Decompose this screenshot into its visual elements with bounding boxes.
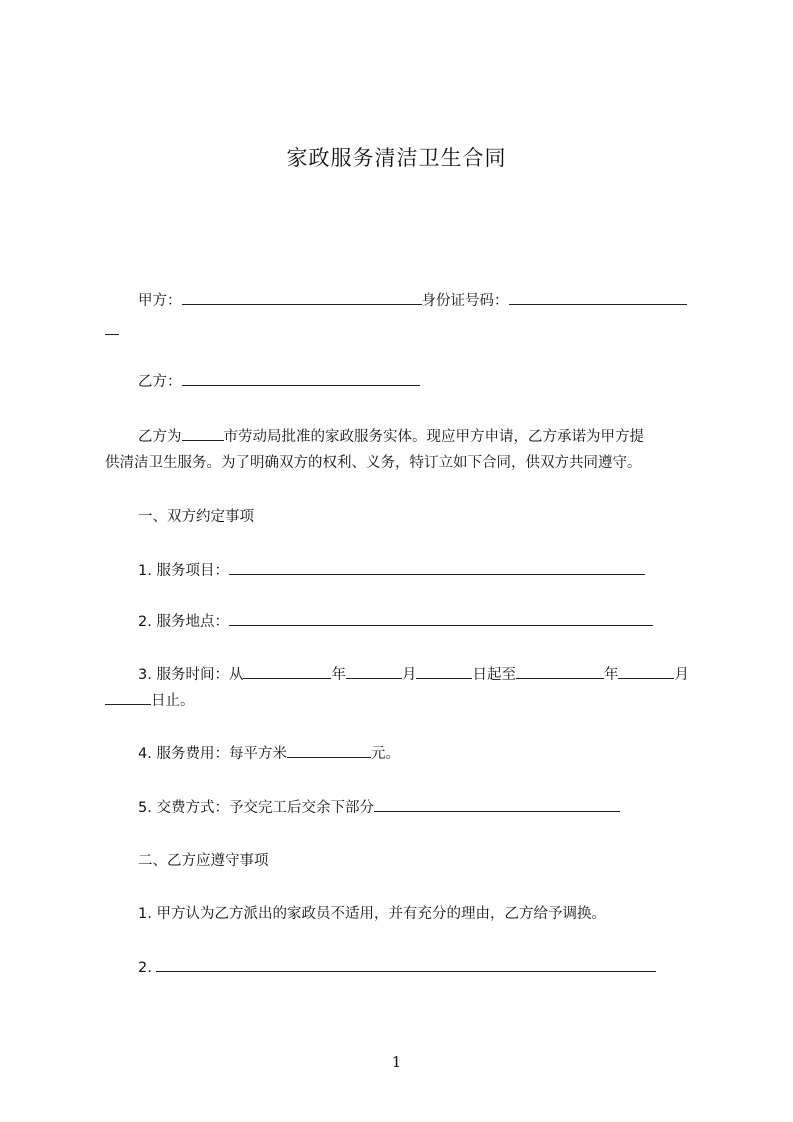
start-year-unit: 年: [331, 667, 346, 683]
intro-line-2: [105, 450, 642, 476]
service-fee-unit: 元。: [370, 746, 400, 762]
end-year-field[interactable]: [516, 663, 604, 679]
payment-method-field[interactable]: [374, 796, 620, 812]
service-location-label: 2. 服务地点：: [138, 614, 229, 630]
city-field[interactable]: [182, 425, 224, 441]
start-month-field[interactable]: [346, 663, 402, 679]
party-a-line: [138, 288, 687, 314]
document-title: 家政服务清洁卫生合同: [286, 146, 507, 170]
id-number-field-continued[interactable]: [105, 319, 119, 335]
service-fee-line: [138, 741, 400, 767]
intro-text-2: 市劳动局批准的家政服务实体。现应甲方申请，乙方承诺为甲方提: [223, 429, 644, 445]
section-2-item-2-line: [138, 955, 656, 981]
end-day-field[interactable]: [105, 689, 151, 705]
end-month-unit: 月: [674, 667, 689, 683]
service-item-field[interactable]: [229, 559, 645, 575]
start-day-field[interactable]: [416, 663, 472, 679]
service-time-label: 3. 服务时间：从: [138, 667, 244, 683]
service-location-line: [138, 609, 653, 635]
service-time-line-2: [105, 688, 195, 714]
page-number: 1: [391, 1053, 402, 1071]
party-a-label: 甲方：: [138, 293, 182, 309]
start-month-unit: 月: [401, 667, 417, 683]
service-item-label: 1. 服务项目：: [138, 563, 229, 579]
id-number-field[interactable]: [509, 289, 687, 305]
id-number-continuation: [105, 318, 119, 344]
service-time-line: [138, 662, 689, 688]
section-2-heading: 二、乙方应遵守事项: [138, 853, 269, 869]
section-1-heading: 一、双方约定事项: [138, 509, 254, 525]
intro-text-1: 乙方为: [138, 429, 182, 445]
service-fee-label: 4. 服务费用：每平方米: [138, 746, 287, 762]
service-item-line: [138, 558, 645, 584]
end-year-unit: 年: [603, 667, 619, 683]
section-2-item-2-field[interactable]: [156, 956, 656, 972]
payment-method-label: 5. 交费方式：予交完工后交余下部分: [138, 800, 374, 816]
service-location-field[interactable]: [229, 610, 653, 626]
section-2-item-1: 1. 甲方认为乙方派出的家政员不适用，并有充分的理由，乙方给予调换。: [138, 906, 606, 922]
end-month-field[interactable]: [618, 663, 674, 679]
payment-method-line: [138, 795, 620, 821]
party-a-name-field[interactable]: [182, 289, 422, 305]
party-b-name-field[interactable]: [182, 370, 420, 386]
intro-line-1: [138, 424, 644, 450]
start-year-field[interactable]: [243, 663, 331, 679]
intro-text-3: 供清洁卫生服务。为了明确双方的权利、义务，特订立如下合同，供双方共同遵守。: [105, 455, 642, 471]
service-fee-field[interactable]: [287, 742, 371, 758]
id-number-label: 身份证号码：: [421, 293, 509, 309]
start-day-unit: 日起至: [472, 667, 516, 683]
section-2-item-2-label: 2.: [138, 960, 157, 976]
party-b-line: [138, 369, 420, 395]
party-b-label: 乙方：: [138, 374, 182, 390]
end-day-unit: 日止。: [151, 693, 195, 709]
